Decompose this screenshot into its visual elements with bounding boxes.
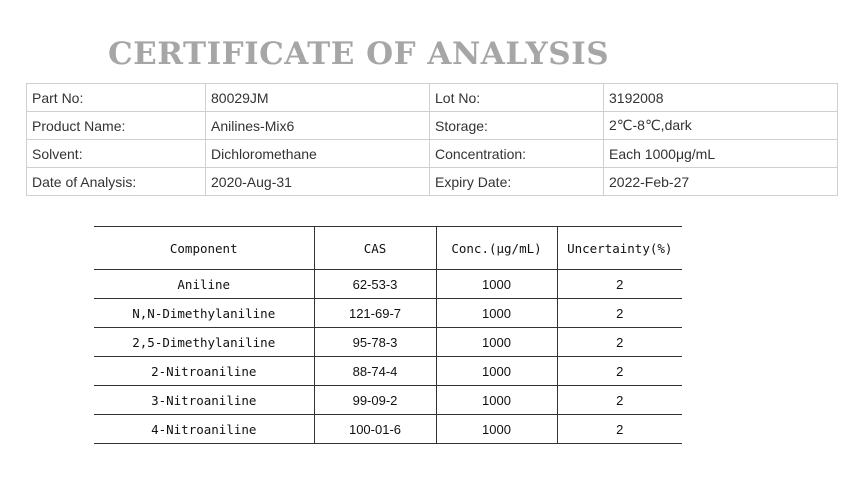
cas-number: 62-53-3 (314, 270, 436, 299)
concentration-label: Concentration: (430, 140, 604, 168)
table-row (94, 415, 682, 444)
table-row (94, 357, 682, 386)
info-row-solvent (27, 140, 838, 168)
storage-value: 2℃-8℃,dark (604, 112, 838, 140)
conc-value: 1000 (436, 415, 557, 444)
component-name: N,N-Dimethylaniline (94, 299, 314, 328)
table-row (94, 386, 682, 415)
component-name: 2,5-Dimethylaniline (94, 328, 314, 357)
info-row-part (27, 84, 838, 112)
component-name: 3-Nitroaniline (94, 386, 314, 415)
date-value: 2020-Aug-31 (206, 168, 430, 196)
cas-number: 95-78-3 (314, 328, 436, 357)
storage-label: Storage: (430, 112, 604, 140)
concentration-value: Each 1000μg/mL (604, 140, 838, 168)
date-label: Date of Analysis: (27, 168, 206, 196)
conc-value: 1000 (436, 328, 557, 357)
uncertainty-value: 2 (557, 357, 682, 386)
uncertainty-value: 2 (557, 299, 682, 328)
cas-number: 99-09-2 (314, 386, 436, 415)
table-row (94, 270, 682, 299)
lot-no-label: Lot No: (430, 84, 604, 112)
part-no-label: Part No: (27, 84, 206, 112)
info-table (26, 83, 838, 196)
header-cas: CAS (314, 227, 436, 270)
cas-number: 88-74-4 (314, 357, 436, 386)
solvent-value: Dichloromethane (206, 140, 430, 168)
components-header-row (94, 227, 682, 270)
cas-number: 100-01-6 (314, 415, 436, 444)
component-name: Aniline (94, 270, 314, 299)
info-row-product (27, 112, 838, 140)
components-table (94, 226, 682, 444)
component-name: 4-Nitroaniline (94, 415, 314, 444)
conc-value: 1000 (436, 270, 557, 299)
header-uncertainty: Uncertainty(%) (557, 227, 682, 270)
table-row (94, 299, 682, 328)
cas-number: 121-69-7 (314, 299, 436, 328)
header-component: Component (94, 227, 314, 270)
expiry-label: Expiry Date: (430, 168, 604, 196)
part-no-value: 80029JM (206, 84, 430, 112)
conc-value: 1000 (436, 357, 557, 386)
header-conc: Conc.(μg/mL) (436, 227, 557, 270)
product-name-value: Anilines-Mix6 (206, 112, 430, 140)
expiry-value: 2022-Feb-27 (604, 168, 838, 196)
component-name: 2-Nitroaniline (94, 357, 314, 386)
uncertainty-value: 2 (557, 415, 682, 444)
conc-value: 1000 (436, 299, 557, 328)
table-row (94, 328, 682, 357)
page-title: CERTIFICATE OF ANALYSIS (108, 36, 610, 72)
uncertainty-value: 2 (557, 386, 682, 415)
conc-value: 1000 (436, 386, 557, 415)
uncertainty-value: 2 (557, 270, 682, 299)
uncertainty-value: 2 (557, 328, 682, 357)
lot-no-value: 3192008 (604, 84, 838, 112)
solvent-label: Solvent: (27, 140, 206, 168)
product-name-label: Product Name: (27, 112, 206, 140)
info-row-date (27, 168, 838, 196)
